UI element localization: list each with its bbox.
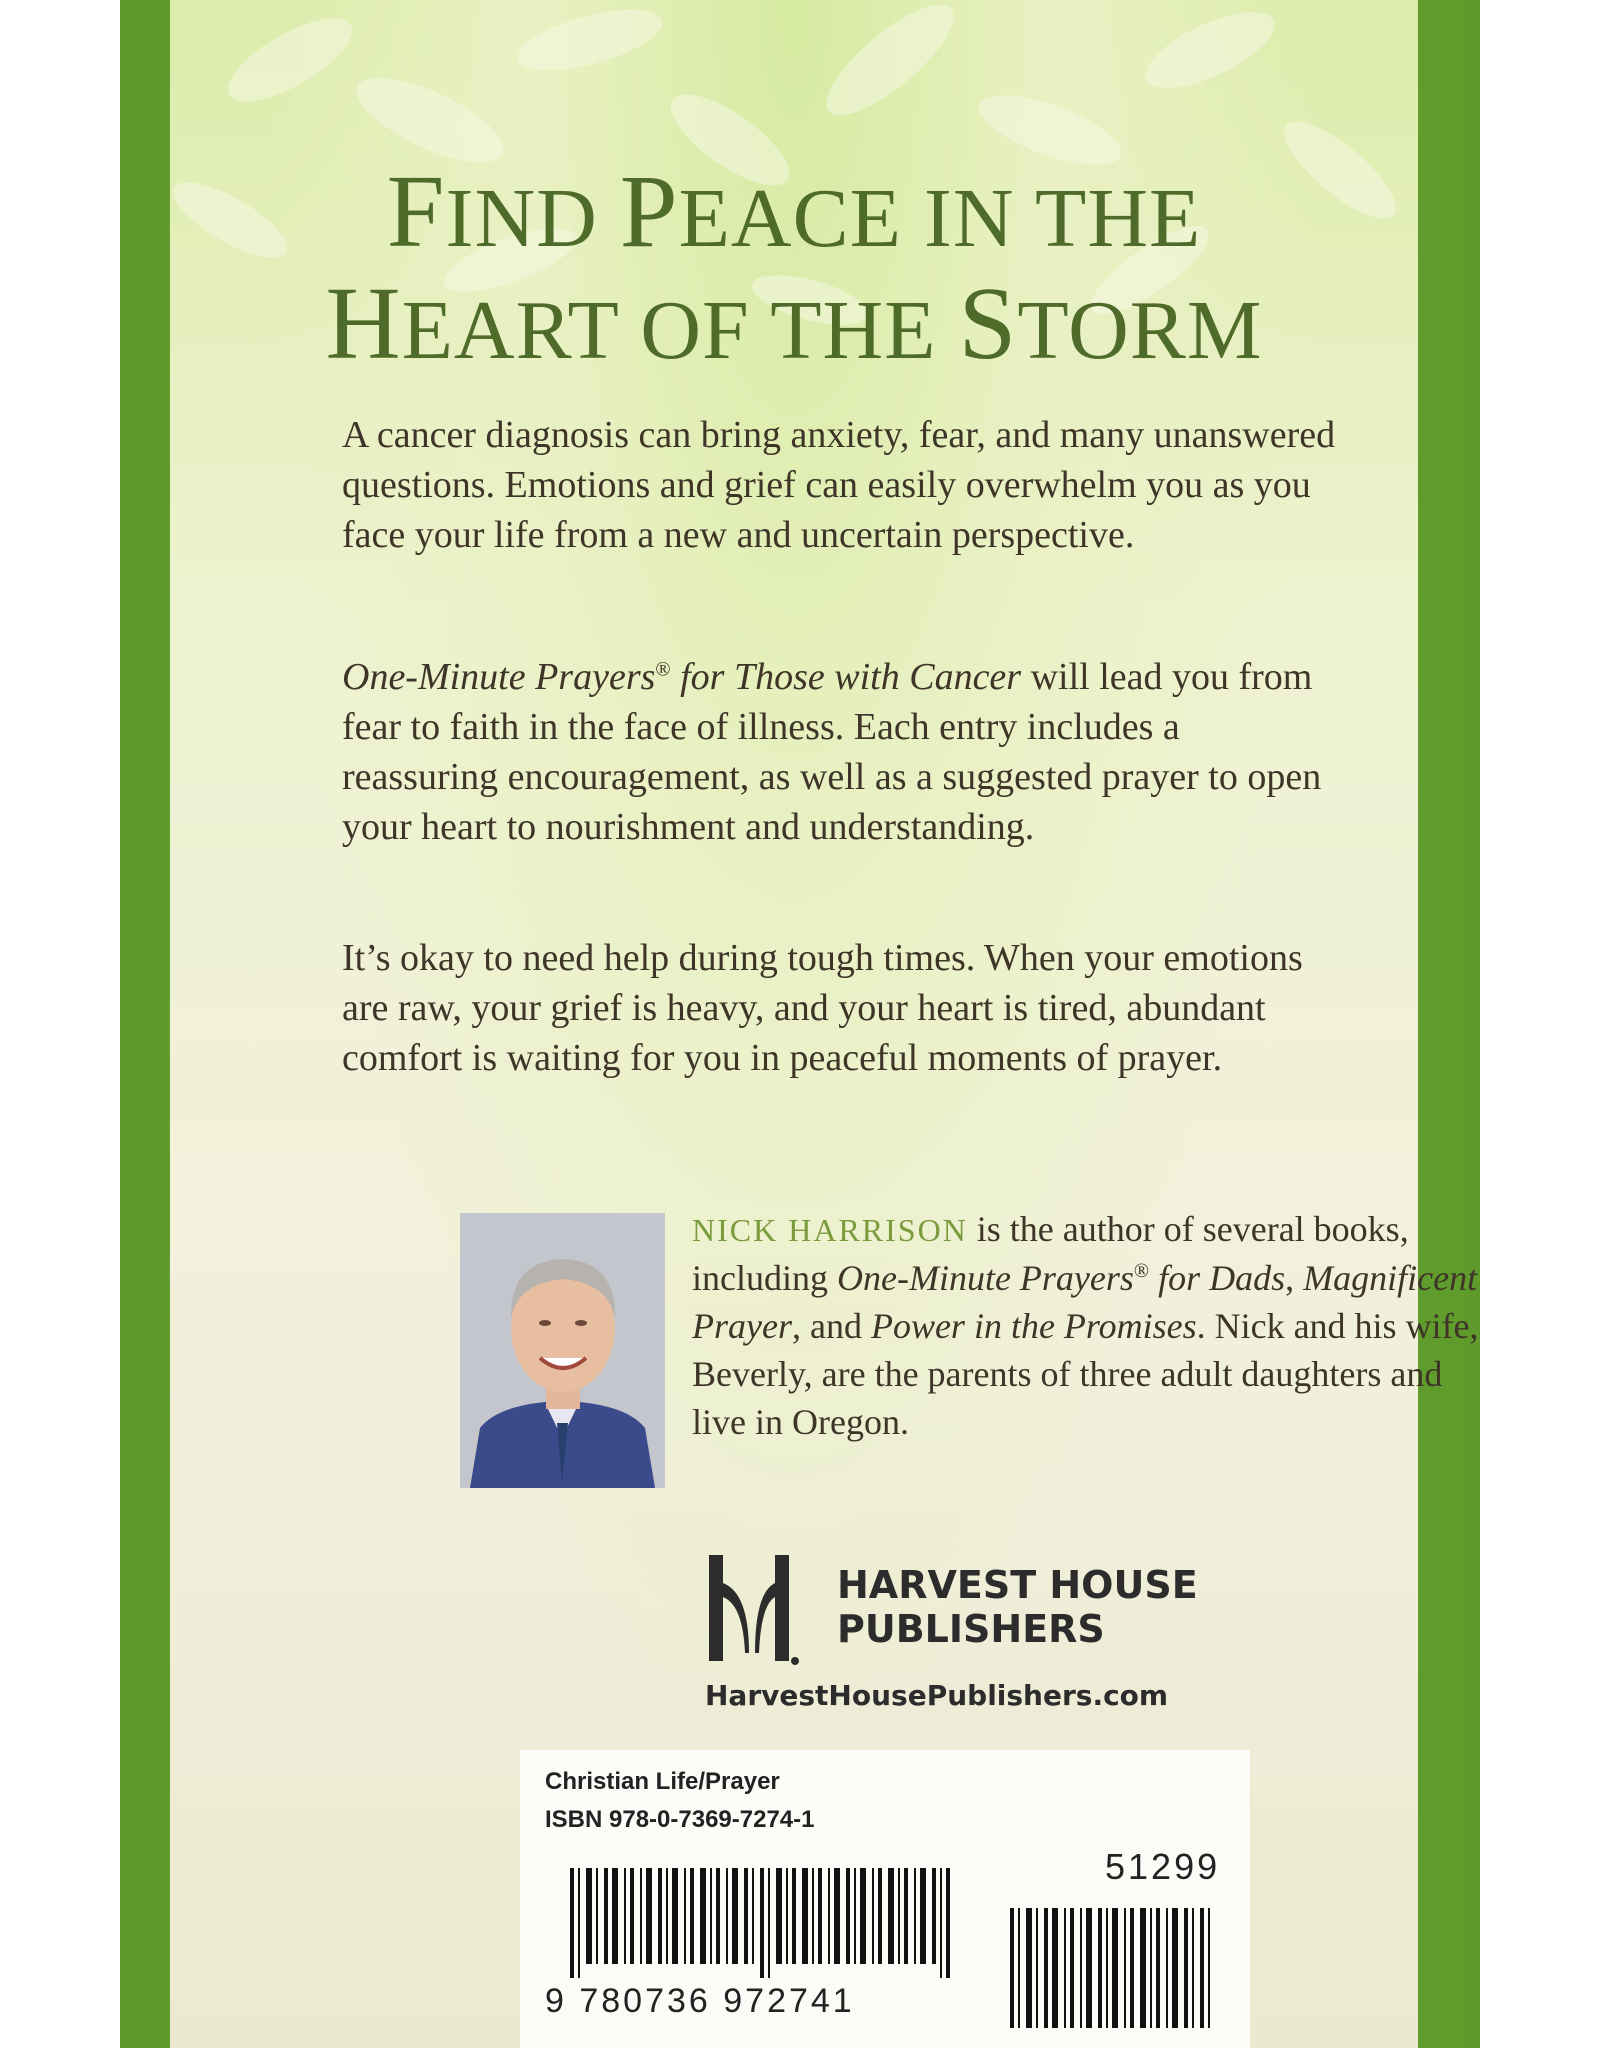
headline-line-2 xyxy=(170,266,1418,381)
author-book-title: for Dads xyxy=(1149,1258,1286,1298)
registered-mark: ® xyxy=(655,658,671,681)
author-bio-text: . Nick and his wife, Beverly, are the parents of three adult daughters and live in Oregon. xyxy=(692,1306,1479,1442)
author-bio xyxy=(692,1205,1492,1446)
headline-text: EART OF THE xyxy=(401,284,959,377)
paragraph-text: will lead you from fear to faith in the face of illness. Each entry includes a reassuring encouragement, as well as a suggested prayer to open your heart to nourishment and understanding. xyxy=(342,656,1322,848)
barcode-label xyxy=(520,1750,1250,2048)
headline-line-1 xyxy=(170,154,1418,269)
publisher-block xyxy=(705,1553,1265,1723)
book-category: Christian Life/Prayer xyxy=(545,1768,780,1795)
book-back-cover xyxy=(120,0,1480,2048)
author-bio-text: is the author of several books, including xyxy=(692,1209,1409,1298)
publisher-name xyxy=(837,1563,1198,1651)
headline-text: IND xyxy=(445,172,620,265)
headline-text: TORM xyxy=(1017,284,1263,377)
price-code: 51299 xyxy=(1105,1846,1221,1887)
publisher-name-line: HARVEST HOUSE xyxy=(837,1563,1198,1607)
book-title: One-Minute Prayers xyxy=(342,656,656,698)
headline-text: H xyxy=(325,266,402,381)
author-book-title: One-Minute Prayers xyxy=(836,1258,1134,1298)
description-paragraph-3: It’s okay to need help during tough times. When your emotions are raw, your grief is heavy, and your heart is tired, abundant comfort is waiting for you in peaceful moments of prayer. xyxy=(342,937,1303,1079)
ean-number: 9 780736 972741 xyxy=(545,1982,855,2020)
headline-text: EACE IN THE xyxy=(678,172,1202,265)
author-bio-text: , and xyxy=(791,1306,871,1346)
headline-text: S xyxy=(958,266,1018,381)
registered-mark: ® xyxy=(1133,1260,1150,1282)
publisher-name-line: PUBLISHERS xyxy=(837,1607,1105,1651)
description-paragraph-1: A cancer diagnosis can bring anxiety, fear, and many unanswered questions. Emotions and grief can easily overwhelm you as you face your life from a new and uncertain perspective. xyxy=(342,414,1336,556)
author-photo xyxy=(460,1213,665,1488)
author-book-title: Power in the Promises xyxy=(870,1306,1197,1346)
author-book-title: Magnificent Prayer xyxy=(692,1258,1478,1346)
publisher-logo-icon xyxy=(705,1553,799,1669)
headline-text: P xyxy=(619,154,679,269)
author-name: NICK HARRISON xyxy=(692,1212,968,1248)
description-paragraph-2 xyxy=(342,652,1342,852)
headline-text: F xyxy=(386,154,446,269)
isbn-text: ISBN 978-0-7369-7274-1 xyxy=(545,1806,815,1833)
book-title-rest: for Those with Cancer xyxy=(670,656,1022,698)
publisher-url: HarvestHousePublishers.com xyxy=(705,1679,1169,1712)
cover-panel xyxy=(170,0,1479,2048)
author-bio-text: , xyxy=(1285,1258,1304,1298)
